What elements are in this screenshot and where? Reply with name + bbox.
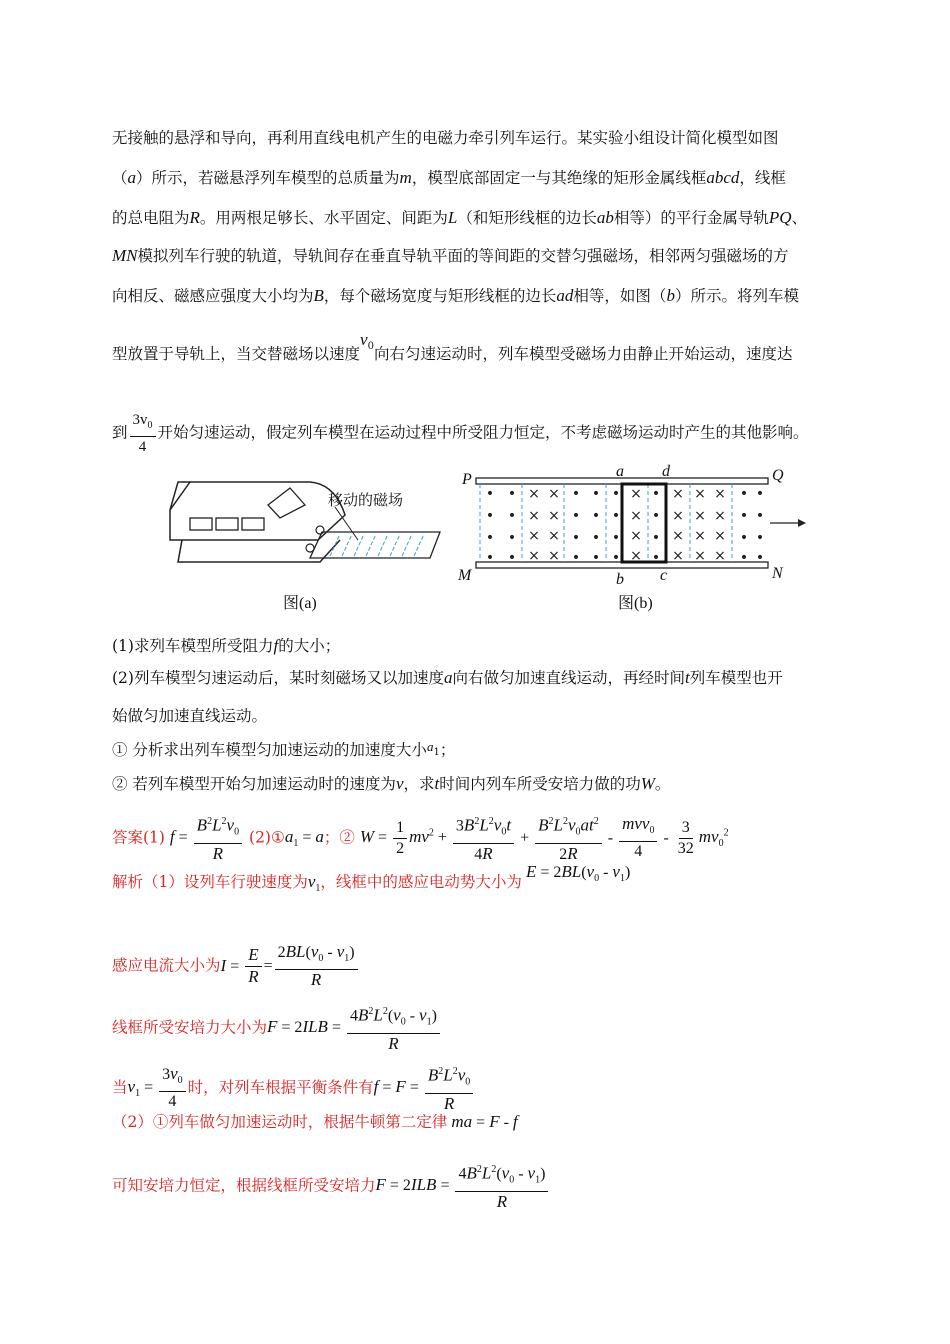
label-d: d bbox=[662, 463, 670, 480]
svg-text:•: • bbox=[485, 550, 495, 566]
svg-text:×: × bbox=[694, 528, 706, 544]
figure-b bbox=[458, 462, 818, 596]
svg-text:•: • bbox=[651, 486, 661, 502]
label-c: c bbox=[660, 567, 668, 584]
svg-text:•: • bbox=[739, 508, 749, 524]
problem-line-1: 无接触的悬浮和导向，再利用直线电机产生的电磁力牵引列车运行。某实验小组设计简化模型如图 bbox=[112, 129, 779, 147]
figure-b-caption: 图(b) bbox=[618, 595, 653, 612]
label-N: N bbox=[772, 565, 783, 582]
figure-a bbox=[160, 470, 460, 579]
solution-line-2: 感应电流大小为I = $\frac{E}{R}$ = $\frac{2BL(v_0 - v_1)}{R}$ bbox=[112, 942, 360, 991]
svg-text:×: × bbox=[548, 528, 560, 544]
maglev-train-diagram bbox=[160, 470, 460, 575]
label-b: b bbox=[616, 571, 624, 588]
svg-text:×: × bbox=[714, 508, 726, 524]
svg-text:•: • bbox=[755, 508, 765, 524]
svg-text:×: × bbox=[548, 486, 560, 502]
magnetic-field-rail-diagram bbox=[458, 462, 818, 592]
moving-field-label: 移动的磁场 bbox=[328, 491, 404, 509]
problem-line-7: 到 $\frac{3v_0}{4}$ 开始匀速运动，假定列车模型在运动过程中所受阻力恒定，不考虑磁场运动时产生的其他影响。 bbox=[112, 412, 809, 455]
svg-text:×: × bbox=[528, 548, 540, 564]
svg-text:•: • bbox=[507, 508, 517, 524]
solution-line-4: 当$v_1$ = $\frac{3v_0}{4}$ 时，对列车根据平衡条件有f = F = $\frac{B^2L^2v_0}{R}$ bbox=[112, 1062, 475, 1115]
svg-text:×: × bbox=[528, 528, 540, 544]
svg-text:•: • bbox=[739, 486, 749, 502]
svg-text:×: × bbox=[694, 508, 706, 524]
problem-line-2: （a）所示，若磁悬浮列车模型的总质量为m，模型底部固定一与其绝缘的矩形金属线框abcd，线框 bbox=[112, 168, 786, 187]
svg-text:×: × bbox=[672, 486, 684, 502]
svg-text:×: × bbox=[528, 508, 540, 524]
label-a: a bbox=[616, 463, 624, 480]
svg-text:×: × bbox=[548, 548, 560, 564]
question-2-part-1: ① 分析求出列车模型匀加速运动的加速度大小$^a_1$； bbox=[112, 739, 456, 759]
svg-text:×: × bbox=[694, 548, 706, 564]
svg-text:×: × bbox=[672, 528, 684, 544]
svg-text:×: × bbox=[672, 508, 684, 524]
svg-text:•: • bbox=[611, 486, 621, 502]
svg-text:•: • bbox=[571, 550, 581, 566]
svg-text:•: • bbox=[591, 508, 601, 524]
svg-text:×: × bbox=[630, 486, 642, 502]
problem-line-4: MN模拟列车行驶的轨道，导轨间存在垂直导轨平面的等间距的交替匀强磁场，相邻两匀强磁场的方 bbox=[112, 246, 789, 265]
svg-text:•: • bbox=[651, 530, 661, 546]
label-P: P bbox=[462, 471, 472, 488]
svg-text:×: × bbox=[630, 528, 642, 544]
svg-text:•: • bbox=[739, 550, 749, 566]
problem-line-3: 的总电阻为R。用两根足够长、水平固定、间距为L（和矩形线框的边长ab相等）的平行金属导轨PQ、 bbox=[112, 208, 808, 227]
answer-line: 答案(1) f = $\frac{B^2L^2v_0}{R}$ $(2)①a_1 = a$；② W = $\frac{1}{2}$ $mv^2$ + $\frac{3B^2L^2v_0t}{4R}$ + $\frac{B^2L^2v_0at^2}{2R}$ - $\frac{mvv_0}{4}$ - $\frac{3}{32}$ $mv_0^2$ bbox=[112, 812, 729, 865]
svg-text:×: × bbox=[630, 548, 642, 564]
svg-text:•: • bbox=[591, 550, 601, 566]
label-M: M bbox=[458, 567, 472, 584]
question-2-line-1: (2)列车模型匀速运动后，某时刻磁场又以加速度a向右做匀加速直线运动，再经时间t列车模型也开 bbox=[112, 668, 783, 687]
svg-text:•: • bbox=[507, 530, 517, 546]
svg-text:×: × bbox=[630, 508, 642, 524]
svg-text:•: • bbox=[611, 550, 621, 566]
question-2-line-2: 始做匀加速直线运动。 bbox=[112, 707, 268, 725]
svg-text:•: • bbox=[591, 486, 601, 502]
solution-line-6: 可知安培力恒定，根据线框所受安培力F = 2ILB = $\frac{4B^2L^2(v_0 - v_1)}{R}$ bbox=[112, 1160, 550, 1213]
svg-text:•: • bbox=[571, 486, 581, 502]
svg-text:•: • bbox=[485, 508, 495, 524]
svg-text:×: × bbox=[714, 486, 726, 502]
problem-line-5: 向相反、磁感应强度大小均为B，每个磁场宽度与矩形线框的边长ad相等，如图（b）所示。将列车模 bbox=[112, 286, 799, 305]
svg-text:•: • bbox=[591, 530, 601, 546]
svg-text:•: • bbox=[611, 530, 621, 546]
svg-text:•: • bbox=[507, 486, 517, 502]
svg-text:•: • bbox=[651, 508, 661, 524]
label-Q: Q bbox=[772, 467, 784, 484]
svg-text:•: • bbox=[571, 530, 581, 546]
svg-text:×: × bbox=[548, 508, 560, 524]
problem-line-6: 型放置于导轨上，当交替磁场以速度$v_0$向右匀速运动时，列车模型受磁场力由静止开始运动，速度达 bbox=[112, 330, 793, 363]
svg-text:×: × bbox=[694, 486, 706, 502]
figure-a-caption: 图(a) bbox=[283, 595, 317, 612]
svg-text:×: × bbox=[672, 548, 684, 564]
solution-line-1: 解析（1）设列车行驶速度为$v_1$，线框中的感应电动势大小为 $E = 2BL(v_0 - v_1)$ bbox=[112, 862, 631, 895]
svg-text:•: • bbox=[485, 530, 495, 546]
svg-text:×: × bbox=[714, 548, 726, 564]
question-1: (1)求列车模型所受阻力f的大小； bbox=[112, 636, 341, 655]
svg-text:×: × bbox=[528, 486, 540, 502]
svg-text:•: • bbox=[755, 486, 765, 502]
question-2-part-2: ② 若列车模型开始匀加速运动时的速度为v，求t时间内列车所受安培力做的功W。 bbox=[112, 774, 671, 793]
svg-text:•: • bbox=[507, 550, 517, 566]
svg-text:•: • bbox=[485, 486, 495, 502]
solution-line-3: 线框所受安培力大小为F = 2ILB = $\frac{4B^2L^2(v_0 - v_1)}{R}$ bbox=[112, 1002, 442, 1055]
solution-line-5: （2）①列车做匀加速运动时，根据牛顿第二定律 ma = F - f bbox=[112, 1112, 518, 1131]
svg-text:•: • bbox=[611, 508, 621, 524]
svg-text:•: • bbox=[571, 508, 581, 524]
svg-text:•: • bbox=[739, 530, 749, 546]
svg-text:•: • bbox=[755, 530, 765, 546]
svg-text:•: • bbox=[651, 550, 661, 566]
svg-text:×: × bbox=[714, 528, 726, 544]
svg-text:•: • bbox=[755, 550, 765, 566]
